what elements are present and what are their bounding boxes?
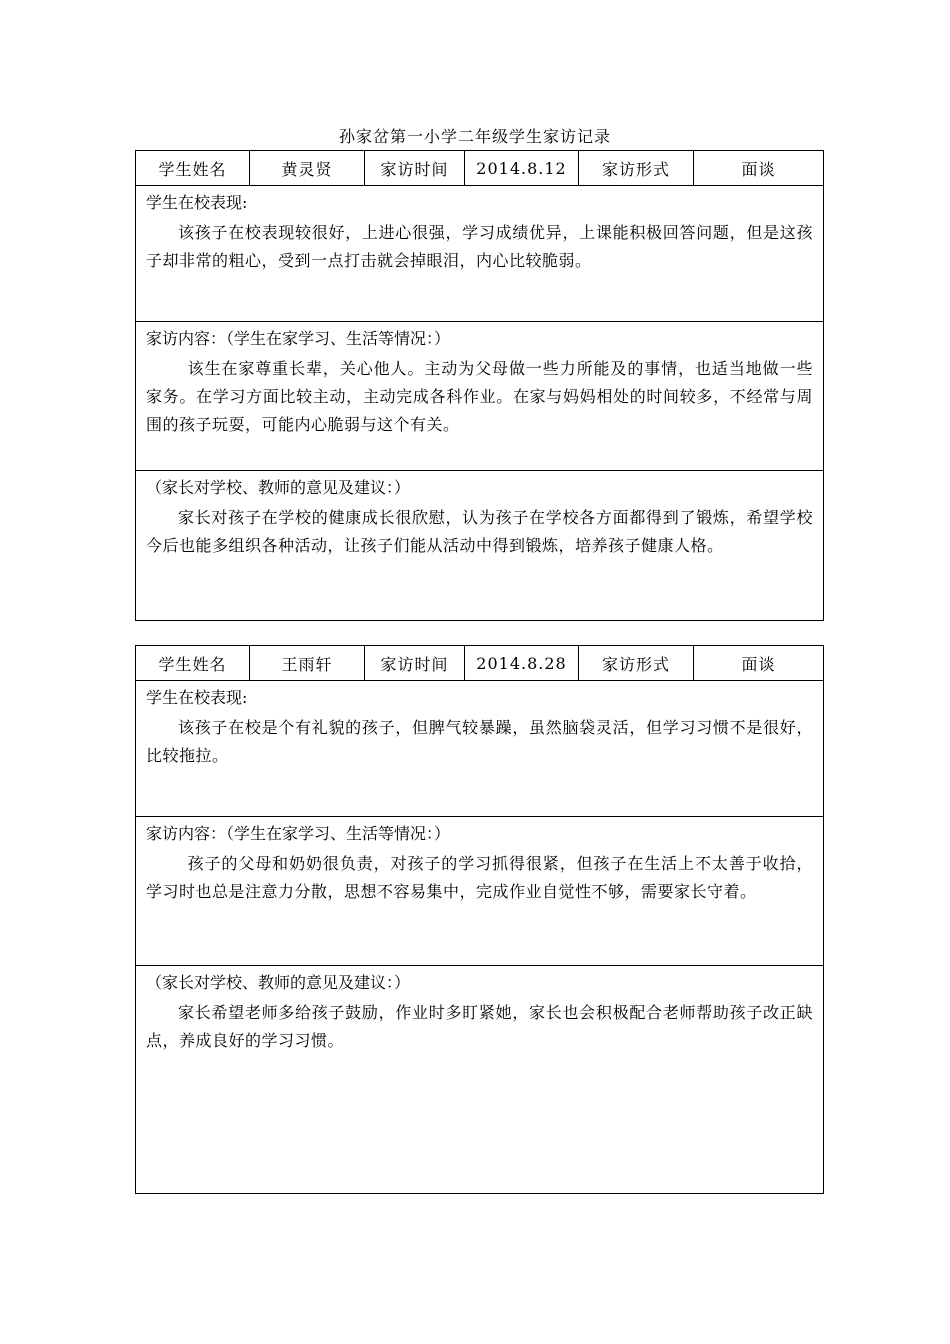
document-title: 孙家岔第一小学二年级学生家访记录 bbox=[338, 127, 611, 146]
visit-time-label: 家访时间 bbox=[365, 646, 465, 681]
visit-content-text: 孩子的父母和奶奶很负责，对孩子的学习抓得很紧，但孩子在生活上不太善于收拾，学习时也总是注意力分散，思想不容易集中，完成作业自觉性不够，需要家长守着。 bbox=[146, 854, 813, 901]
school-performance-label: 学生在校表现: bbox=[146, 193, 248, 212]
school-performance-label: 学生在校表现: bbox=[146, 688, 248, 707]
parent-opinion-section bbox=[136, 471, 824, 621]
visit-content-row bbox=[136, 322, 824, 471]
school-performance-section bbox=[136, 681, 824, 817]
school-performance-row bbox=[136, 186, 824, 322]
visit-form-value: 面谈 bbox=[694, 151, 824, 186]
parent-opinion-section bbox=[136, 966, 824, 1194]
visit-content-text: 该生在家尊重长辈，关心他人。主动为父母做一些力所能及的事情，也适当地做一些家务。在学习方面比较主动，主动完成各科作业。在家与妈妈相处的时间较多，不经常与周围的孩子玩耍，可能内心脆弱与这个有关。 bbox=[146, 359, 813, 434]
student-name-value: 王雨轩 bbox=[250, 646, 365, 681]
visit-content-section bbox=[136, 817, 824, 966]
school-performance-section bbox=[136, 186, 824, 322]
parent-opinion-row bbox=[136, 471, 824, 621]
school-performance-row bbox=[136, 681, 824, 817]
student-name-value: 黄灵贤 bbox=[250, 151, 365, 186]
parent-opinion-label: （家长对学校、教师的意见及建议：） bbox=[146, 973, 411, 992]
visit-form-value: 面谈 bbox=[694, 646, 824, 681]
visit-time-value: 2014.8.12 bbox=[465, 151, 579, 186]
visit-record-2 bbox=[135, 645, 824, 1194]
school-performance-text: 该孩子在校是个有礼貌的孩子，但脾气较暴躁，虽然脑袋灵活，但学习习惯不是很好，比较拖拉。 bbox=[146, 718, 813, 765]
visit-content-section bbox=[136, 322, 824, 471]
visit-record-1 bbox=[135, 150, 824, 621]
parent-opinion-text: 家长希望老师多给孩子鼓励，作业时多盯紧她，家长也会积极配合老师帮助孩子改正缺点，养成良好的学习习惯。 bbox=[146, 1003, 813, 1050]
visit-content-label: 家访内容：（学生在家学习、生活等情况：） bbox=[146, 329, 451, 348]
school-performance-text: 该孩子在校表现较很好，上进心很强，学习成绩优异，上课能积极回答问题，但是这孩子却非常的粗心，受到一点打击就会掉眼泪，内心比较脆弱。 bbox=[146, 223, 813, 270]
record-header-row bbox=[136, 646, 824, 681]
visit-form-label: 家访形式 bbox=[579, 646, 694, 681]
visit-content-label: 家访内容：（学生在家学习、生活等情况：） bbox=[146, 824, 451, 843]
student-name-label: 学生姓名 bbox=[136, 646, 250, 681]
visit-form-label: 家访形式 bbox=[579, 151, 694, 186]
visit-time-label: 家访时间 bbox=[365, 151, 465, 186]
parent-opinion-label: （家长对学校、教师的意见及建议：） bbox=[146, 478, 411, 497]
parent-opinion-text: 家长对孩子在学校的健康成长很欣慰，认为孩子在学校各方面都得到了锻炼，希望学校今后也能多组织各种活动，让孩子们能从活动中得到锻炼，培养孩子健康人格。 bbox=[146, 508, 813, 555]
visit-content-row bbox=[136, 817, 824, 966]
record-header-row bbox=[136, 151, 824, 186]
visit-time-value: 2014.8.28 bbox=[465, 646, 579, 681]
parent-opinion-row bbox=[136, 966, 824, 1194]
student-name-label: 学生姓名 bbox=[136, 151, 250, 186]
